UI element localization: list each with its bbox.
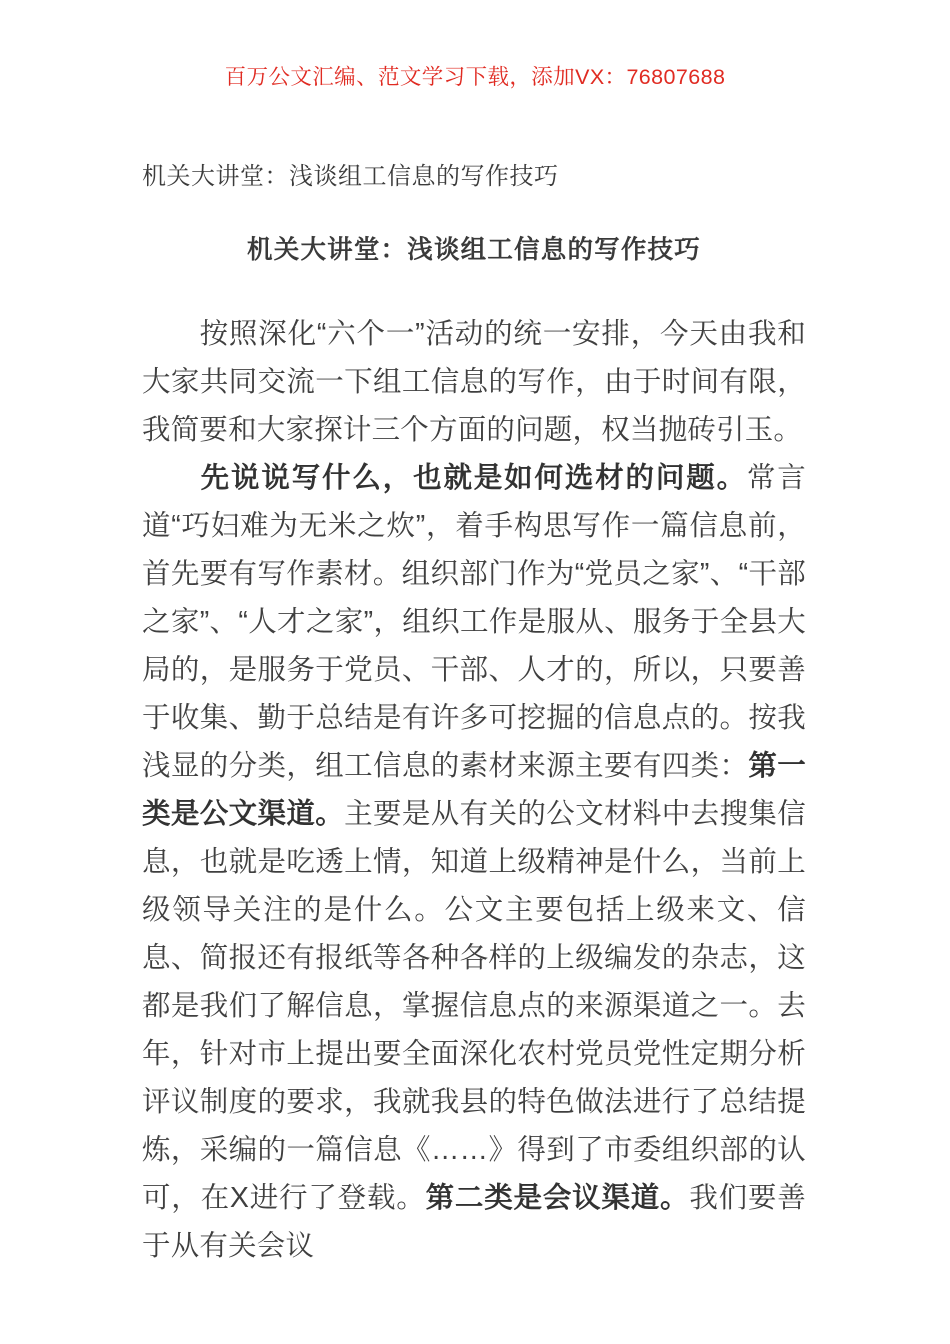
text-run: 我们要善于从有关会议 (142, 1182, 806, 1262)
text-run: 按照深化“六个一”活动的统一安排，今天由我和大家共同交流一下组工信息的写作，由于时间有限，我简要和大家探计三个方面的问题，权当抛砖引玉。 (142, 318, 806, 446)
para-1 (142, 310, 806, 454)
document-heading: 机关大讲堂：浅谈组工信息的写作技巧 (247, 236, 701, 264)
document-body (142, 160, 806, 1270)
text-run-bold: 第一类是公文渠道。 (142, 750, 806, 830)
text-run-bold: 先说说写什么，也就是如何选材的问题。 (199, 462, 747, 494)
promo-watermark-text: 百万公文汇编、范文学习下载，添加VX：76807688 (224, 65, 726, 89)
document-subtitle: 机关大讲堂：浅谈组工信息的写作技巧 (142, 163, 559, 190)
text-run: 主要是从有关的公文材料中去搜集信息，也就是吃透上情，知道上级精神是什么，当前上级领导关注的是什么。公文主要包括上级来文、信息、简报还有报纸等各种各样的上级编发的杂志，这都是我们了解信息，掌握信息点的来源渠道之一。去年，针对市上提出要全面深化农村党员党性定期分析评议制度的要求，我就我县的特色做法进行了总结提炼，采编的一篇信息《……》得到了市委组织部的认可，在X进行了登载。 (142, 798, 806, 1214)
text-run: 常言道“巧妇难为无米之炊”，着手构思写作一篇信息前，首先要有写作素材。组织部门作为“党员之家”、“干部之家”、“人才之家”，组织工作是服从、服务于全县大局的，是服务于党员、干部、人才的，所以，只要善于收集、勤于总结是有许多可挖掘的信息点的。按我浅显的分类，组工信息的素材来源主要有四类： (142, 462, 806, 782)
text-run-bold: 第二类是会议渠道。 (425, 1182, 690, 1214)
document-paragraphs (142, 310, 806, 1270)
para-2 (142, 454, 806, 1270)
